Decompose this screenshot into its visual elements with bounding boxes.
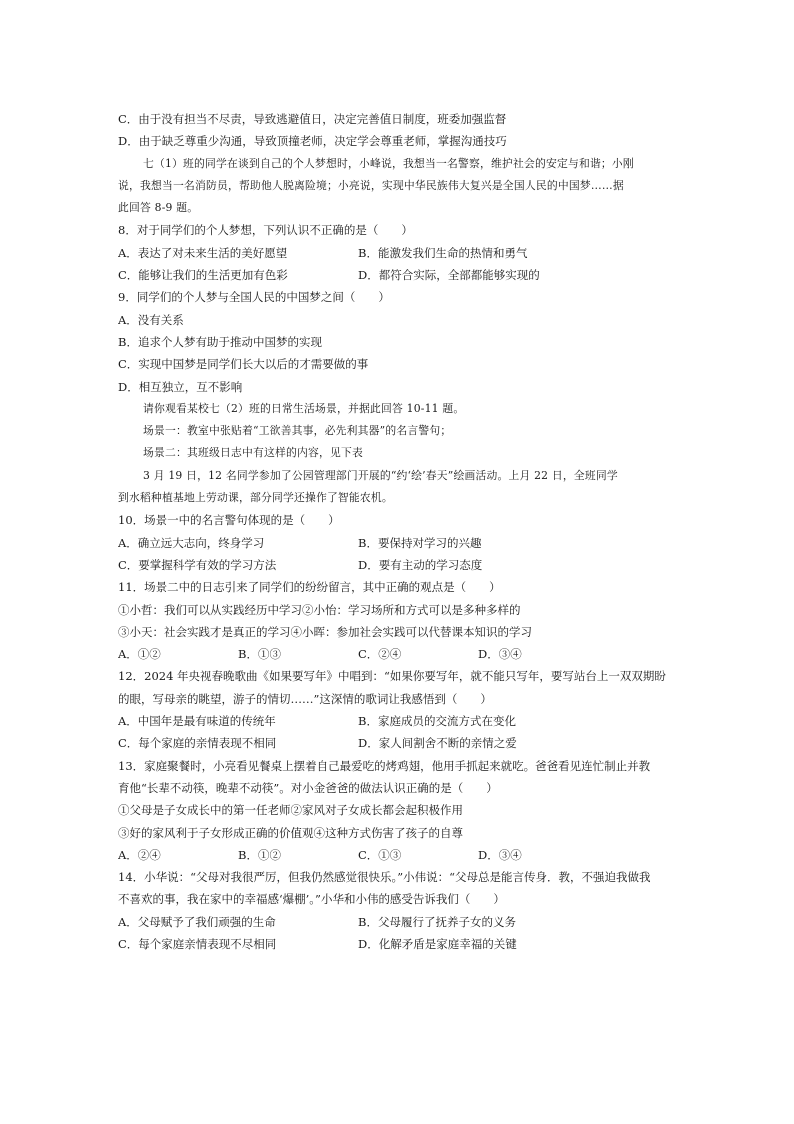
answer-option: C．能够让我们的生活更加有色彩 [118, 268, 288, 283]
answer-option: C．每个家庭亲情表现不尽相同 [118, 936, 277, 951]
answer-option: B．要保持对学习的兴趣 [358, 535, 482, 550]
answer-option: B．①③ [238, 647, 281, 662]
answer-option: B．追求个人梦有助于推动中国梦的实现 [118, 334, 322, 349]
answer-option: A．确立远大志向，终身学习 [118, 535, 265, 550]
answer-option: ①小哲：我们可以从实践经历中学习②小怡：学习场所和方式可以是多种多样的 [118, 602, 521, 617]
question-stem: 11．场景二中的日志引来了同学们的纷纷留言，其中正确的观点是（ ） [118, 580, 501, 595]
material-paragraph: 七（1）班的同学在谈到自己的个人梦想时，小峰说，我想当一名警察，维护社会的安定与和谐；小刚 [143, 156, 634, 170]
option-row [118, 554, 678, 576]
answer-option: B．①② [238, 847, 281, 862]
option-row [118, 710, 678, 732]
material-paragraph: 场景二：其班级日志中有这样的内容，见下表 [143, 446, 363, 460]
exam-content [118, 108, 678, 955]
question-stem: 10．场景一中的名言警句体现的是（ ） [118, 513, 340, 528]
option-row [118, 933, 678, 955]
answer-option: C．实现中国梦是同学们长大以后的才需要做的事 [118, 357, 369, 372]
question-stem: 14．小华说：“父母对我很严厉，但我仍然感觉很快乐。”小伟说：“父母总是能言传身．教，不强迫我做我 [118, 870, 651, 885]
answer-option: D．要有主动的学习态度 [358, 557, 483, 572]
question-stem: 不喜欢的事，我在家中的幸福感‘爆棚’。”小华和小伟的感受告诉我们（ ） [118, 892, 505, 907]
answer-option: C．每个家庭的亲情表现不相同 [118, 736, 277, 751]
answer-option: D．由于缺乏尊重少沟通，导致顶撞老师，决定学会尊重老师，掌握沟通技巧 [118, 134, 507, 149]
option-row [118, 732, 678, 754]
question-stem: 13．家庭聚餐时，小亮看见餐桌上摆着自己最爱吃的烤鸡翅，他用手抓起来就吃。爸爸看见连忙制止并教 [118, 758, 651, 773]
answer-option: ①父母是子女成长中的第一任老师②家风对子女成长都会起积极作用 [118, 803, 463, 818]
material-paragraph: 说，我想当一名消防员，帮助他人脱离险境；小亮说，实现中华民族伟大复兴是全国人民的中国梦……据 [118, 178, 624, 192]
answer-option: C．①③ [358, 847, 402, 862]
material-paragraph: 到水稻种植基地上劳动课，部分同学还操作了智能农机。 [118, 491, 393, 505]
answer-option: A．①② [118, 647, 161, 662]
answer-option: D．③④ [478, 847, 522, 862]
answer-option: D．家人间割舍不断的亲情之爱 [358, 736, 517, 751]
answer-option: C．②④ [358, 647, 402, 662]
answer-option: ③好的家风利于子女形成正确的价值观④这种方式伤害了孩子的自尊 [118, 825, 463, 840]
answer-option: C．由于没有担当不尽责，导致逃避值日，决定完善值日制度，班委加强监督 [118, 112, 507, 126]
answer-option: A．没有关系 [118, 312, 184, 327]
question-stem: 的眼，写母亲的眺望，游子的情切……”这深情的歌词让我感悟到（ ） [118, 691, 492, 706]
answer-option: B．父母履行了抚养子女的义务 [358, 914, 516, 929]
option-row [118, 264, 678, 286]
option-row [118, 242, 678, 264]
question-stem: 12．2024 年央视春晚歌曲《如果要写年》中唱到：“如果你要写年，就不能只写年，要写站台上一双双期盼 [118, 669, 666, 684]
answer-option: A．中国年是最有味道的传统年 [118, 714, 276, 729]
question-stem: 育他“长辈不动筷，晚辈不动筷”。对小金爸爸的做法认识正确的是（ ） [118, 780, 498, 795]
answer-option: A．父母赋予了我们顽强的生命 [118, 914, 276, 929]
option-row [118, 532, 678, 554]
material-paragraph: 3 月 19 日，12 名同学参加了公园管理部门开展的“约‘绘’春天”绘画活动。上月 22 日，全班同学 [143, 468, 618, 482]
answer-option: A．②④ [118, 847, 161, 862]
material-paragraph: 场景一：教室中张贴着“工欲善其事，必先利其器”的名言警句； [143, 424, 452, 438]
answer-option: B．能激发我们生命的热情和勇气 [358, 245, 528, 260]
answer-option: C．要掌握科学有效的学习方法 [118, 557, 277, 572]
option-row [118, 844, 678, 866]
answer-option: ③小天：社会实践才是真正的学习④小晖：参加社会实践可以代替课本知识的学习 [118, 624, 532, 639]
option-row [118, 643, 678, 665]
answer-option: A．表达了对未来生活的美好愿望 [118, 245, 288, 260]
option-row [118, 911, 678, 933]
answer-option: D．③④ [478, 647, 522, 662]
answer-option: B．家庭成员的交流方式在变化 [358, 714, 516, 729]
question-stem: 8．对于同学们的个人梦想，下列认识不正确的是（ ） [118, 223, 413, 238]
material-paragraph: 此回答 8-9 题。 [118, 201, 199, 215]
answer-option: D．化解矛盾是家庭幸福的关键 [358, 936, 517, 951]
answer-option: D．相互独立，互不影响 [118, 379, 243, 394]
material-paragraph: 请你观看某校七（2）班的日常生活场景，并据此回答 10-11 题。 [143, 401, 465, 415]
answer-option: D．都符合实际，全部都能够实现的 [358, 268, 540, 283]
question-stem: 9．同学们的个人梦与全国人民的中国梦之间（ ） [118, 290, 390, 305]
